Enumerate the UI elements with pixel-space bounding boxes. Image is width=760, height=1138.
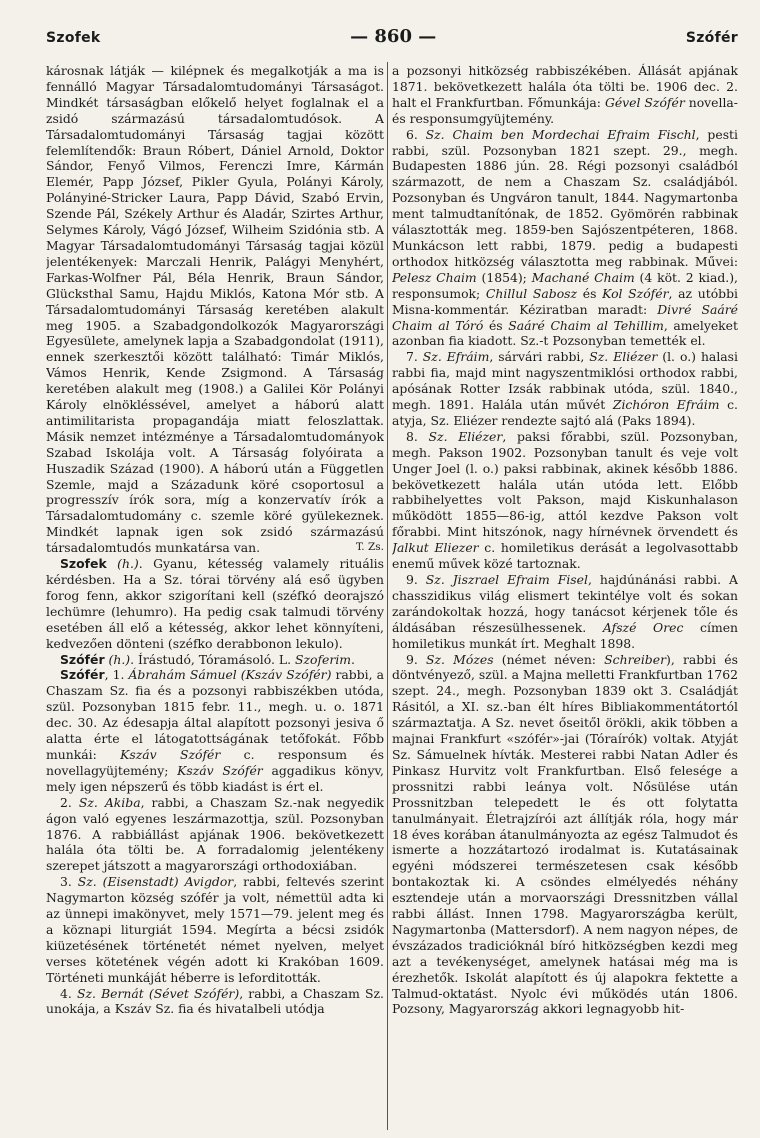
dictionary-entry <box>392 127 738 350</box>
entry-text: , sárvári rabbi, <box>489 349 590 365</box>
running-header <box>46 26 738 52</box>
entry-text: rabbi, a Chaszam Sz. fia és a pozsonyi rabbiszékben utóda, szül. Pozsonyban 1815 febr. 11., megh. u. o. 1871 dec. 30. Az édesapja által alapított pozsonyi jesiva ő alatta érte el látogatottságának tetőfokát. Főbb munkái: <box>46 667 384 762</box>
italic-term: Sz. Efráim <box>422 349 490 365</box>
entry-text: 3. <box>60 874 78 890</box>
entry-text: , rabbi, a Chaszam Sz. unokája, a Kszáv Sz. fia és hivatalbeli utódja <box>46 985 384 1017</box>
entry-text: novella- és responsumgyüjtemény. <box>392 94 738 126</box>
entry-headword: Szófér <box>60 667 105 683</box>
entry-text: c. homiletikus derását a legolvasottabb enemű művek közé tartoznak. <box>392 540 738 572</box>
entry-text: . <box>351 651 355 667</box>
italic-term: Machané Chaim <box>531 269 635 285</box>
italic-term: Sz. Mózes <box>426 651 494 667</box>
italic-term: Sz. Eliézer <box>428 428 503 444</box>
right-column <box>392 63 738 1129</box>
entry-text: 8. <box>406 428 429 444</box>
entry-text: 7. <box>406 349 423 365</box>
entry-text: , 1. <box>104 667 129 683</box>
entry-text: ), rabbi és döntvényező, szül. a Majna melletti Frankfurtban 1762 szept. 24., megh. Pozsonyban 1839 okt 3. Családját Rásitól, a XI. sz.-ban élt híres Bibliakommentátortól származtatja. A Sz. nevet őseitől örökli, akik többen a majnai Frankfurt «szófér»-jai (Tóraírók) voltak. Atyját Sz. Sámuelnek hívták. Mesterei rabbi Natan Adler és Pinkasz Hurvitz volt Frankfurtban. Első felesége a prossnitzi rabbi leánya volt. Nősülése után Prossnitzban telepedett le és ott folytatta tanulmányait. Életrajzírói azt állítják róla, hogy már 18 éves korában átanulmányozta az egész Talmudot és ismerte a hozzátartozó irodalmat is. Kutatásainak egyéni módszerei természetesen csak később bontakoztak ki. A csöndes elmélyedés néhány esztendeje után a morvaországi Dressnitzben vállal rabbi állást. Innen 1798. Magyarországba került, Nagymartonba (Mattersdorf). A nem nagyon népes, de évszázados tradicióknál bíró hitközségben kezdi meg azt a tevékenységet, amelynek hatásai még ma is érezhetők. Iskolát alapított és új alapokra fektette a Talmud-oktatást. Nyolc évi működés után 1806. Pozsony, Magyarország akkori legnagyobb hit- <box>392 651 738 1017</box>
entry-text: . Írástudó, Tóramásoló. L. <box>130 651 295 667</box>
entry-text: , hajdúnánási rabbi. A chasszidikus világ elismert tekintélye volt és sokan zarándokoltak hozzá, hogy tanácsot kérjenek tőle és áldásában részesülhessenek. <box>392 572 738 635</box>
page-number: — 860 — <box>350 26 437 47</box>
italic-term: Divré Saáré Chaim al Tóró <box>392 301 738 333</box>
header-left-guideword: Szofek <box>46 30 101 46</box>
entry-text: 4. <box>60 985 77 1001</box>
italic-term: Sz. Chaim ben Mordechai Efraim Fischl <box>425 126 696 142</box>
italic-term: Ábrahám Sámuel (Kszáv Szófér) <box>128 667 332 683</box>
entry-text: 6. <box>406 126 426 142</box>
italic-term: Kszáv Szófér <box>120 746 221 762</box>
entry-text: (1854); <box>476 269 532 285</box>
entry-text: (4 köt. 2 kiad.), responsumok; <box>392 269 738 301</box>
entry-headword: Szófér <box>60 651 105 667</box>
entry-text: 9. <box>406 651 427 667</box>
entry-text: és <box>483 317 509 333</box>
dictionary-entry <box>46 874 384 985</box>
dictionary-entry <box>46 986 384 1018</box>
italic-term: Chillul Sabosz <box>485 285 578 301</box>
dictionary-entry <box>46 556 384 651</box>
italic-term: Pelesz Chaim <box>392 269 477 285</box>
entry-text: c. responsum és novellagyüjtemény; <box>46 746 384 778</box>
italic-term: (h.) <box>117 556 139 572</box>
entry-text: , rabbi, feltevés szerint Nagymarton község szófér ja volt, némettül adta ki az ünnepi imakönyvet, mely 1571—79. jelent meg és a köznapi liturgiát 1594. Megírta a bécsi zsidók kiüzetésének történetét német nyelven, melyet verses kötetének végén adott ki Krakóban 1609. Történeti munkáját héberre is leforditották. <box>46 874 384 985</box>
italic-term: Gével Szófér <box>604 94 685 110</box>
entry-text: aggadikus könyv, mely igen népszerű és több kiadást is ért el. <box>46 762 384 794</box>
italic-term: Sz. Akiba <box>78 794 141 810</box>
entry-text: , rabbi, a Chaszam Sz.-nak negyedik ágon való egyenes leszármazottja, szül. Pozsonyban 1876. A rabbiállást apjának 1906. bekövetkezett halála óta tölti be. A forradalomig jelentékeny szerepet játszott a magyarországi orthodoxiában. <box>46 794 384 874</box>
entry-text: 9. <box>406 572 426 587</box>
entry-text: , paksi főrabbi, szül. Pozsonyban, megh. Pakson 1902. Pozsonyban tanult és veje volt Unger Joel (l. o.) paksi rabbinak, akinek később 1886. bekövetkezett halála után utóda lett. Előbb rabbihelyettes volt Pakson, majd Kiskunhalason működött 1855—86-ig, attól kezdve Pakson volt főrabbi. Mint hitszónok, nagy hírnévnek örvendett és <box>392 428 738 540</box>
entry-headword: Szofek <box>60 556 107 572</box>
entry-text <box>107 556 117 571</box>
italic-term: Sz. Bernát (Sévet Szófér) <box>76 985 240 1001</box>
dictionary-entry <box>392 572 738 652</box>
entry-text: 2. <box>60 794 79 810</box>
entry-text: és <box>577 285 603 301</box>
italic-term: Jalkut Eliezer <box>392 540 479 556</box>
italic-term: Saáré Chaim al Tehillim <box>508 317 664 333</box>
dictionary-entry <box>392 652 738 1018</box>
author-signature: T. Zs. <box>355 541 384 554</box>
italic-term: Schreiber <box>604 651 666 667</box>
entry-text: a pozsonyi hitközség rabbiszékében. Állását apjának 1871. bekövetkezett halála óta tölti be. 1906 dec. 2. halt el Frankfurtban. Főmunkája: <box>392 63 738 110</box>
entry-text: c. atyja, Sz. Eliézer rendezte sajtó alá (Paks 1894). <box>392 397 738 428</box>
entry-text: , amelyeket azonban fia kiadott. Sz.-t Pozsonyban temették el. <box>392 317 738 349</box>
italic-term: Afszé Orec <box>602 619 684 635</box>
dictionary-entry <box>46 795 384 875</box>
italic-term: Sz. Eliézer <box>589 349 658 365</box>
italic-term: Kol Szófér <box>602 285 669 301</box>
italic-term: Sz. Jiszrael Efraim Fisel <box>425 572 588 587</box>
left-column <box>46 63 384 1129</box>
entry-text: , pesti rabbi, szül. Pozsonyban 1821 szept. 29., megh. Budapesten 1886 jún. 28. Régi pozsonyi családból származott, de nem a Chaszam Sz. családjából. Pozsonyban és Ungváron tanult, 1844. Nagymartonba ment talmudtanítónak, de 1852. Gyömörén rabbinak választották meg. 1859-ben Sajószentpéteren, 1868. Munkácson lett rabbi, 1879. pedig a budapesti orthodox hitközség választotta meg rabbinak. Művei: <box>392 126 738 269</box>
entry-text: (l. o.) halasi rabbi fia, majd mint nagyszentmiklósi orthodox rabbi, apósának Rotter Izsák rabbinak utóda, szül. 1840., megh. 1891. Halála után művét <box>392 349 738 413</box>
dictionary-entry <box>46 667 384 794</box>
dictionary-entry <box>392 429 738 572</box>
entry-text: károsnak látják — kilépnek és megalkotják a ma is fennálló Magyar Társadalomtudományi Társaságot. Mindkét társaságban előkelő helyet foglalnak el a zsidó származású társadalomtudósok. A Társadalomtudományi Társaság tagjai között felemlítendők: Braun Róbert, Dániel Arnold, Doktor Sándor, Fenyő Vilmos, Ferenczi Imre, Kármán Elemér, Papp József, Pikler Gyula, Polányi Károly, Polányiné-Stricker Laura, Papp Dávid, Szabó Ervin, Szende Pál, Székely Arthur és Aladár, Szirtes Arthur, Selymes Károly, Vágó József, Wilheim Szidónia stb. A Magyar Társadalomtudományi Társaság tagjai közül jelentékenyek: Marczali Henrik, Palágyi Menyhért, Farkas-Wolfner Pál, Béla Henrik, Braun Sándor, Glücksthal Samu, Hajdu Miklós, Katona Mór stb. A Társadalomtudományi Társaság keretében alakult meg 1905. a Szabadgondolkozók Magyarországi Egyesülete, amelynek lapja a Szabadgondolat (1911), ennek szerkesztői között található: Timár Miklós, Vámos Henrik, Kende Zsigmond. A Társaság keretében alakult meg (1908.) a Galilei Kör Polányi Károly elnökléssével, amelyet a háború alatt antimilitarista propagandája miatt feloszlattak. Másik nemzet intézménye a Társadalomtudományok Szabad Iskolája volt. A Társaság folyóirata a Huszadik Század (1900). A háború után a Független Szemle, majd a Századunk köré csoportosul a progresszív írók sora, míg a konzervatív írók a Társadalomtudomány c. szemle köré gyülekeznek. Mindkét lapnak igen sok zsidó származású társadalomtudós munkatársa van. <box>46 63 384 556</box>
italic-term: Kszáv Szófér <box>177 762 263 778</box>
entry-text: , az utóbbi Misna-kommentár. Kéziratban maradt: <box>392 285 738 317</box>
dictionary-entry <box>392 349 738 429</box>
continued-paragraph <box>392 63 738 127</box>
dictionary-entry <box>46 652 384 668</box>
entry-text: (német néven: <box>493 651 605 667</box>
continued-paragraph <box>46 63 384 556</box>
italic-term: Sz. (Eisenstadt) Avigdor <box>77 874 234 890</box>
entry-text: címen homiletikus munkát írt. Meghalt 1898. <box>392 619 738 651</box>
header-right-guideword: Szófér <box>685 30 738 46</box>
italic-term: Szoferim <box>295 651 352 667</box>
italic-term: Zichóron Efráim <box>612 397 720 413</box>
italic-term: (h.) <box>108 651 131 667</box>
column-divider <box>387 62 388 1130</box>
entry-text: . Gyanu, kétesség valamely rituális kérdésben. Ha a Sz. tórai törvény alá eső ügyben forog fenn, akkor szigorítani kell (széfkó deorajszó lechümre (lehumro). Ha pedig csak talmudi törvény esetében áll elő a kétesség, akkor lehet könnyíteni, kedvezően dönteni (széfko derabbonon lekulo). <box>46 556 384 651</box>
